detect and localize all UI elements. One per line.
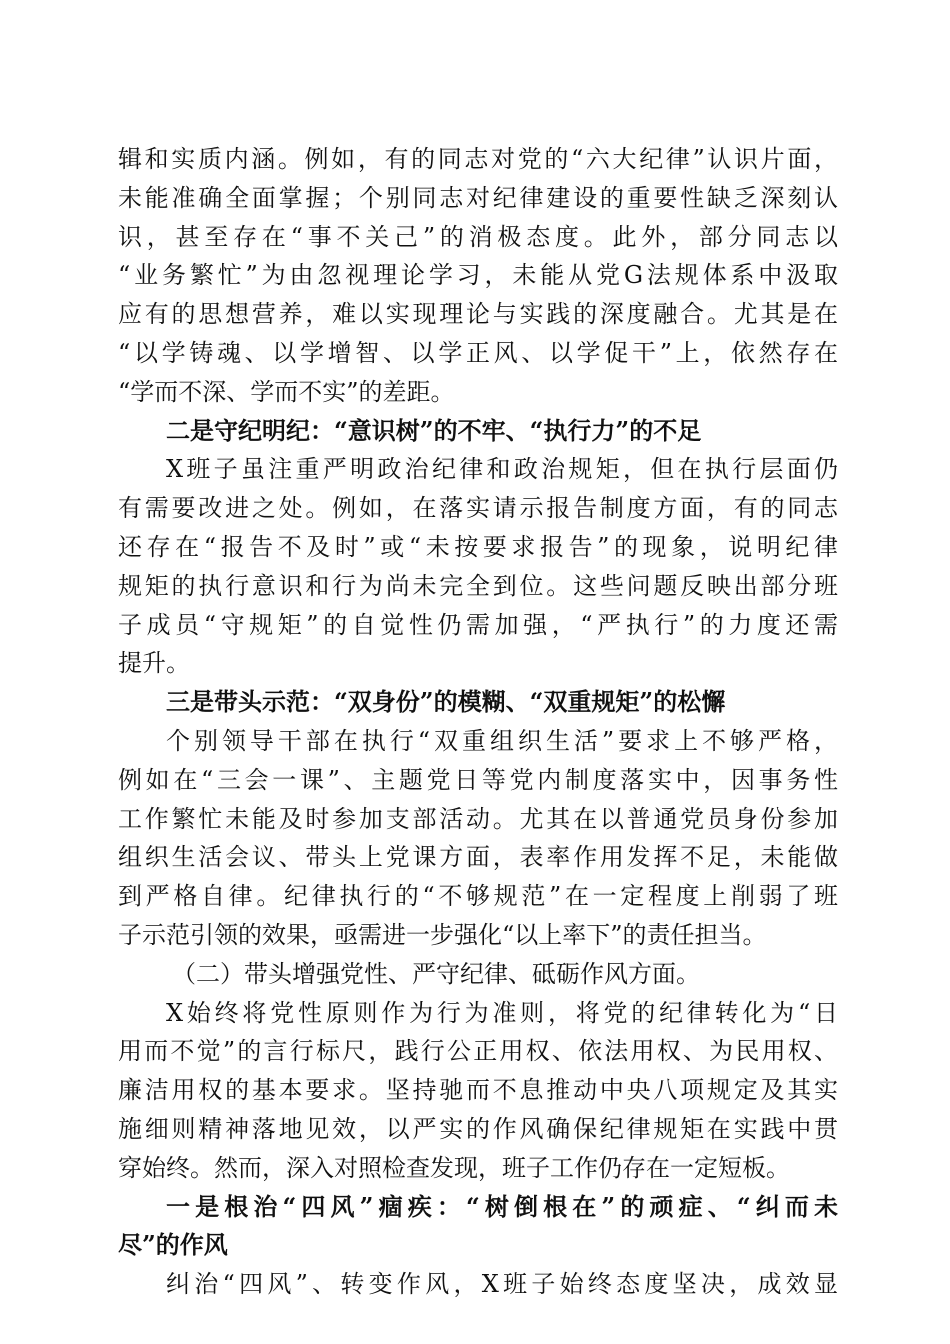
body-line: X班子虽注重严明政治纪律和政治规矩，但在执行层面仍: [166, 455, 838, 484]
section-heading-1-cont: 尽”的作风: [118, 1230, 228, 1260]
body-line: 子成员“守规矩”的自觉性仍需加强，“严执行”的力度还需: [118, 610, 838, 639]
body-line: 规矩的执行意识和行为尚未完全到位。这些问题反映出部分班: [118, 571, 838, 600]
body-line: “以学铸魂、以学增智、以学正风、以学促干”上，依然存在: [118, 338, 838, 367]
body-line: “学而不深、学而不实”的差距。: [118, 377, 455, 406]
body-line: 未能准确全面掌握；个别同志对纪律建设的重要性缺乏深刻认: [118, 183, 838, 212]
body-line: 廉洁用权的基本要求。坚持驰而不息推动中央八项规定及其实: [118, 1076, 838, 1105]
subsection-heading: （二）带头增强党性、严守纪律、砥砺作风方面。: [172, 959, 700, 988]
body-line: 组织生活会议、带头上党课方面，表率作用发挥不足，未能做: [118, 843, 838, 872]
body-line: “业务繁忙”为由忽视理论学习，未能从党G法规体系中汲取: [118, 261, 838, 290]
body-line: 施细则精神落地见效，以严实的作风确保纪律规矩在实践中贯: [118, 1114, 838, 1143]
section-heading-3: 三是带头示范：“双身份”的模糊、“双重规矩”的松懈: [166, 687, 726, 717]
body-line: 纠治“四风”、转变作风，X班子始终态度坚决，成效显: [166, 1270, 838, 1299]
body-line: 辑和实质内涵。例如，有的同志对党的“六大纪律”认识片面，: [118, 145, 838, 173]
body-line: 用而不觉”的言行标尺，践行公正用权、依法用权、为民用权、: [118, 1037, 838, 1066]
body-line: 工作繁忙未能及时参加支部活动。尤其在以普通党员身份参加: [118, 804, 838, 833]
section-heading-1: 一是根治“四风”痼疾：“树倒根在”的顽症、“纠而未: [166, 1191, 838, 1221]
body-line: 子示范引领的效果，亟需进一步强化“以上率下”的责任担当。: [118, 920, 767, 949]
section-heading-2: 二是守纪明纪：“意识树”的不牢、“执行力”的不足: [166, 415, 702, 445]
document-body: [118, 140, 838, 1304]
body-line: 穿始终。然而，深入对照检查发现，班子工作仍存在一定短板。: [118, 1153, 790, 1182]
body-line: 提升。: [118, 649, 190, 678]
body-line: 识，甚至存在“事不关己”的消极态度。此外，部分同志以: [118, 222, 838, 251]
body-line: 有需要改进之处。例如，在落实请示报告制度方面，有的同志: [118, 494, 838, 523]
body-line: X始终将党性原则作为行为准则，将党的纪律转化为“日: [166, 998, 838, 1027]
body-line: 应有的思想营养，难以实现理论与实践的深度融合。尤其是在: [118, 300, 838, 329]
body-line: 例如在“三会一课”、主题党日等党内制度落实中，因事务性: [118, 765, 838, 794]
body-line: 个别领导干部在执行“双重组织生活”要求上不够严格，: [166, 726, 838, 755]
body-line: 还存在“报告不及时”或“未按要求报告”的现象，说明纪律: [118, 532, 838, 561]
body-line: 到严格自律。纪律执行的“不够规范”在一定程度上削弱了班: [118, 882, 838, 911]
